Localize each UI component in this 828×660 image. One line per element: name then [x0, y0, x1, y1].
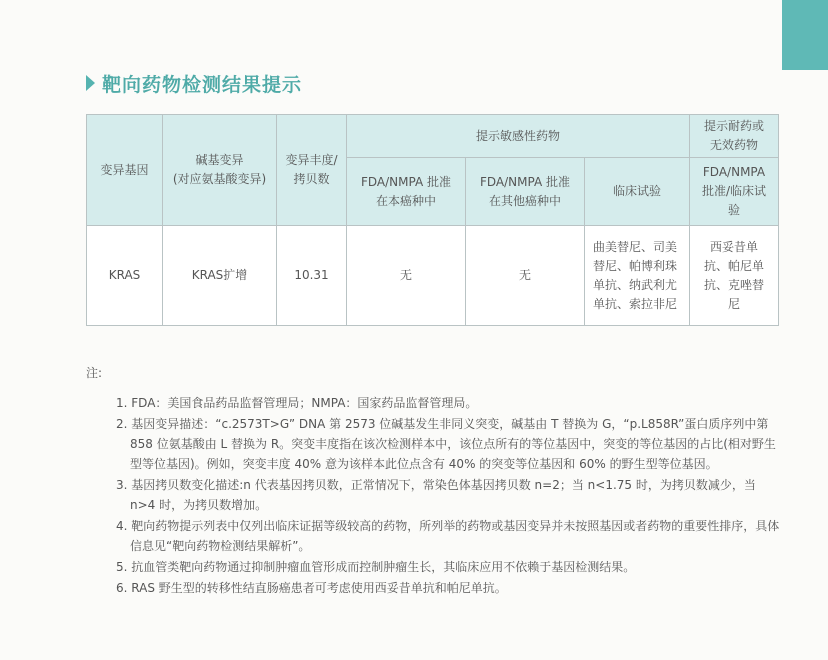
- result-table: [86, 114, 779, 326]
- note-item: 3. 基因拷贝数变化描述:n 代表基因拷贝数，正常情况下，常染色体基因拷贝数 n=2；当 n<1.75 时，为拷贝数减少，当 n>4 时，为拷贝数增加。: [116, 478, 756, 512]
- cell-variant: KRAS扩增: [163, 226, 277, 326]
- header-resistant-approval: FDA/NMPA 批准/临床试 验: [690, 158, 779, 226]
- cell-abundance: 10.31: [277, 226, 347, 326]
- header-abundance: 变异丰度/ 拷贝数: [277, 115, 347, 226]
- note-item: 2. 基因变异描述：“c.2573T>G” DNA 第 2573 位碱基发生非同义突变，碱基由 T 替换为 G，“p.L858R”蛋白质序列中第 858 位氨基酸由 L 替换为 R。突变丰度指在该次检测样本中，该位点所有的等位基因中，突变的等位基因的占比(相对野生型等位基因)。例如，突变丰度 40% 意为该样本此位点含有 40% 的突变等位基因和 60% 的野生型等位基因。: [116, 417, 776, 471]
- section-title: [86, 69, 302, 97]
- header-gene: 变异基因: [87, 115, 163, 226]
- table-row: [87, 226, 779, 326]
- notes-list: [116, 393, 784, 599]
- header-fda-other-cancer: FDA/NMPA 批准 在其他癌种中: [466, 158, 585, 226]
- note-item: 6. RAS 野生型的转移性结直肠癌患者可考虑使用西妥昔单抗和帕尼单抗。: [116, 581, 507, 595]
- header-fda-this-cancer: FDA/NMPA 批准 在本癌种中: [347, 158, 466, 226]
- header-sensitive-group: 提示敏感性药物: [347, 115, 690, 158]
- triangle-marker-icon: [86, 75, 95, 91]
- notes-label: 注:: [86, 366, 103, 380]
- corner-tab: [782, 0, 828, 70]
- note-item: 4. 靶向药物提示列表中仅列出临床证据等级较高的药物，所列举的药物或基因变异并未按照基因或者药物的重要性排序，具体信息见“靶向药物检测结果解析”。: [116, 519, 780, 553]
- cell-gene: KRAS: [87, 226, 163, 326]
- cell-clinical-trial: 曲美替尼、司美 替尼、帕博利珠 单抗、纳武利尤 单抗、索拉非尼: [585, 226, 690, 326]
- note-item: 5. 抗血管类靶向药物通过抑制肿瘤血管形成而控制肿瘤生长，其临床应用不依赖于基因检测结果。: [116, 560, 636, 574]
- cell-fda-other-cancer: 无: [466, 226, 585, 326]
- header-clinical-trial: 临床试验: [585, 158, 690, 226]
- cell-resistant-drugs: 西妥昔单 抗、帕尼单 抗、克唑替 尼: [690, 226, 779, 326]
- section-title-text: 靶向药物检测结果提示: [102, 73, 303, 96]
- header-variant: 碱基变异 (对应氨基酸变异): [163, 115, 277, 226]
- cell-fda-this-cancer: 无: [347, 226, 466, 326]
- header-resistant-group: 提示耐药或 无效药物: [690, 115, 779, 158]
- note-item: 1. FDA：美国食品药品监督管理局；NMPA：国家药品监督管理局。: [116, 396, 478, 410]
